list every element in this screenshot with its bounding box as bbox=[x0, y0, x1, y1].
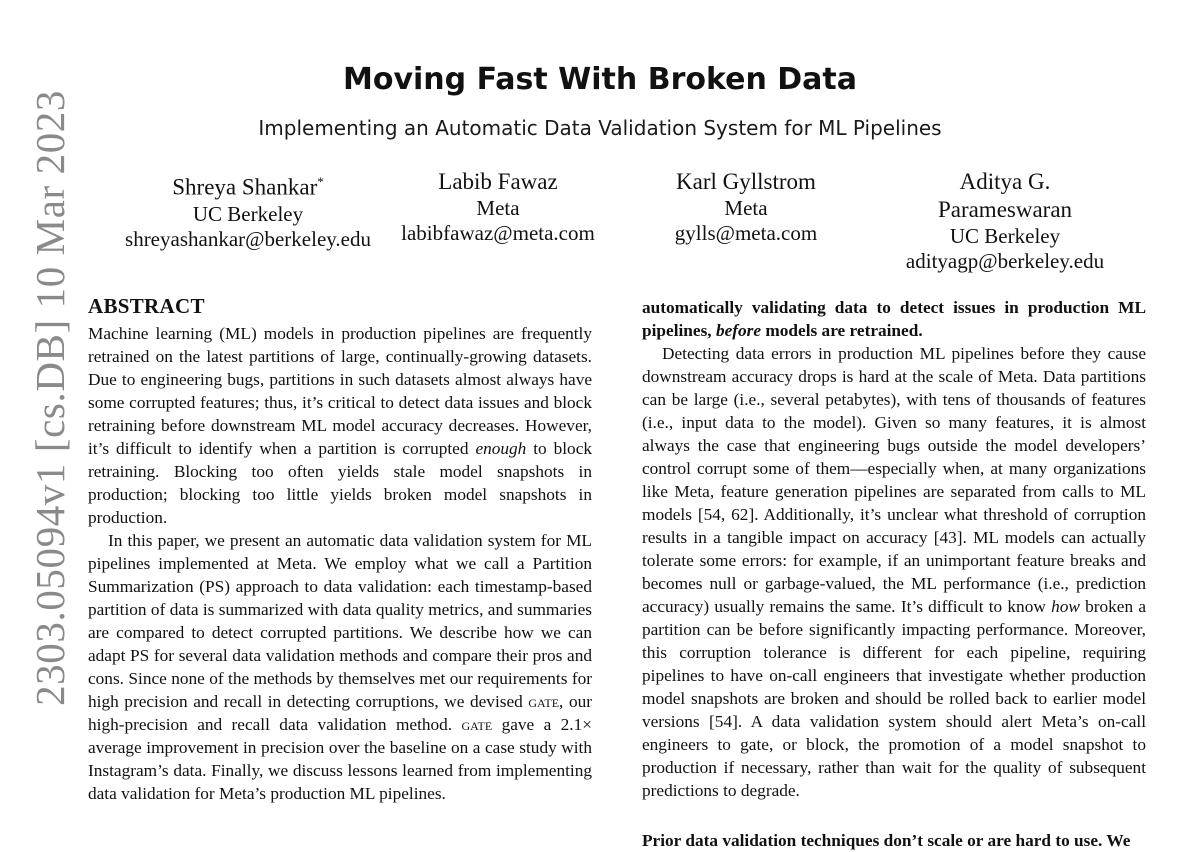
abstract-paragraph-1: Machine learning (ML) models in production pipelines are frequently retrained on the latest partitions of large, continually-growing datasets. Due to engineering bugs, partitions in such datasets almost always have some corrupted features; thus, it’s critical to detect data issues and block retraining before downstream ML model accuracy decreases. However, it’s difficult to identify when a partition is corrupted enough to block retraining. Blocking too often yields stale model snapshots in production; blocking too little yields broken model snapshots in production. bbox=[88, 324, 593, 527]
author-email: gylls@meta.com bbox=[674, 221, 818, 245]
paper-title: Moving Fast With Broken Data bbox=[342, 62, 857, 97]
author-affiliation: UC Berkeley bbox=[192, 201, 304, 226]
author-affiliation: Meta bbox=[476, 196, 520, 220]
paper-subtitle: Implementing an Automatic Data Validation System for ML Pipelines bbox=[258, 116, 942, 140]
author-name: Shreya Shankar bbox=[172, 174, 318, 200]
right-column bbox=[642, 296, 1146, 802]
author-4 bbox=[880, 168, 1130, 274]
author-affiliation: UC Berkeley bbox=[949, 224, 1061, 248]
intro-paragraph: Detecting data errors in production ML pipelines before they cause downstream accuracy drops is hard at the scale of Meta. Data partitions can be large (i.e., several petabytes), with tens of thousands of features (i.e., input data to the model). Given so many features, it is almost always the case that engineering bugs outside the model developers’ control corrupt some of them—especially when, at many organizations like Meta, feature generation pipelines are separated from calls to ML models [54, 62]. Additionally, it’s unclear what threshold of corruption results in a tangible impact on accuracy [43]. ML models can actually tolerate some errors: for example, if an unimportant feature breaks and becomes null or garbage-valued, the ML performance (i.e., prediction accuracy) usually remains the same. It’s difficult to know how broken a partition can be before significantly impacting performance. Moreover, this corruption tolerance is different for each pipeline, requiring pipelines to have on-call engineers that investigate whether production model snapshots are broken and should be rolled back to earlier model versions [54]. A data validation system should alert Meta’s on-call engineers to gate, or block, the promotion of a model snapshot to production if necessary, rather than wait for the quality of subsequent predictions to degrade. bbox=[642, 344, 1146, 800]
gate-method-name: gate bbox=[528, 692, 560, 711]
author-name-line1: Aditya G. bbox=[959, 169, 1051, 194]
author-email: shreyashankar@berkeley.edu bbox=[125, 226, 371, 251]
abstract-heading: ABSTRACT bbox=[88, 294, 205, 318]
author-email: labibfawaz@meta.com bbox=[401, 221, 595, 245]
author-email: adityagp@berkeley.edu bbox=[905, 249, 1105, 273]
cut-off-line: Prior data validation techniques don’t scale or are hard to use. We bbox=[642, 831, 1131, 850]
author-footnote-mark: * bbox=[317, 174, 324, 189]
author-1 bbox=[108, 168, 388, 252]
abstract-paragraph-2: In this paper, we present an automatic data validation system for ML pipelines implemented at Meta. We employ what we call a Partition Summarization (PS) approach to data validation: each timestamp-based partition of data is summarized with data quality metrics, and summaries are compared to detect corrupted partitions. We describe how we can adapt PS for several data validation methods and compare their pros and cons. Since none of the methods by themselves met our requirements for high precision and recall in detecting corruptions, we devised gate, our high-precision and recall data validation method. gate gave a 2.1× average improvement in precision over the baseline on a case study with Instagram’s data. Finally, we discuss lessons learned from implementing data validation for Meta’s production ML pipelines. bbox=[88, 531, 592, 803]
author-affiliation: Meta bbox=[724, 196, 768, 220]
author-name-line2: Parameswaran bbox=[937, 197, 1073, 222]
author-2 bbox=[378, 168, 618, 246]
arxiv-identifier-stamp: 2303.05094v1 [cs.DB] 10 Mar 2023 bbox=[27, 90, 73, 706]
author-name: Labib Fawaz bbox=[438, 169, 558, 194]
gate-method-name: gate bbox=[461, 715, 493, 734]
left-column bbox=[88, 293, 592, 805]
author-name: Karl Gyllstrom bbox=[676, 169, 816, 194]
author-3 bbox=[640, 168, 852, 246]
intro-lead-sentence: automatically validating data to detect issues in production ML pipelines, before models are retrained. bbox=[642, 298, 1146, 340]
